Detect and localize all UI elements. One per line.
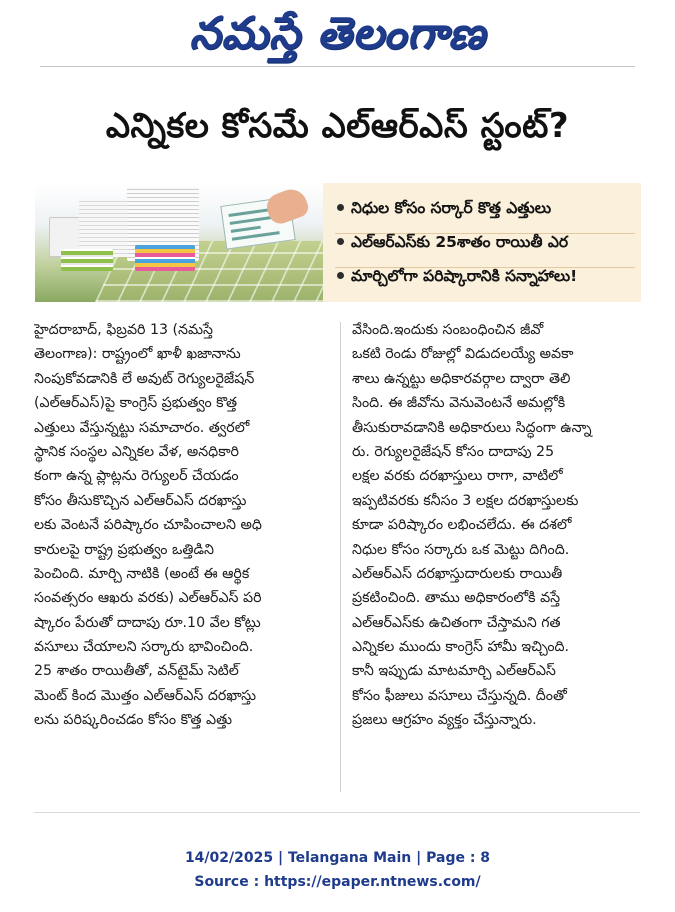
article-line: 25 శాతం రాయితీతో, వన్‌టైమ్‌ సెటిల్‌ [34,663,239,680]
colored-files [135,245,195,271]
masthead-title: నమస్తే తెలంగాణ [189,8,486,59]
article-line: సింది. ఈ జీవోను వెనువెంటనే అమల్లోకి [352,395,566,412]
highlight-banner [35,183,641,302]
article-column-left [34,318,322,794]
article-line: తీసుకురావడానికి అధికారులు సిద్ధంగా ఉన్నా [352,419,592,436]
column-divider [340,322,341,792]
article-headline: ఎన్నికల కోసమే ఎల్‌ఆర్‌ఎస్‌ స్టంట్‌? [105,106,570,146]
article-line: రు. రెగ్యులరైజేషన్‌ కోసం దాదాపు 25 [352,443,555,460]
article-line: నింపుకోవడానికి లే అవుట్‌ రెగ్యులరైజేషన్‌ [34,370,255,387]
article-line: ప్రజలు ఆగ్రహం వ్యక్తం చేస్తున్నారు. [352,712,537,729]
article-line: కోసం ఫీజులు వసూలు చేస్తున్నది. దీంతో [352,687,567,704]
colored-files [61,249,113,271]
highlight-text: నిధుల కోసం సర్కార్‌ కొత్త ఎత్తులు [351,199,552,217]
article-line: ఎన్నికల ముందు కాంగ్రెస్‌ హామీ ఇచ్చింది. [352,639,570,656]
article-line: కంగా ఉన్న ప్లాట్లను రెగ్యులర్‌ చేయడం [34,468,239,485]
article-line: ప్రకటించింది. తాము అధికారంలోకి వస్తే [352,590,561,607]
highlight-text: ఎల్‌ఆర్‌ఎస్‌కు 25శాతం రాయితీ ఎర [351,233,569,251]
lrs-documents-photo [35,183,323,302]
article-line: సంవత్సరం ఆఖరు వరకు) ఎల్‌ఆర్‌ఎస్‌ పరి [34,590,262,607]
bullet-dot-icon [337,204,344,211]
highlight-list [335,191,635,293]
edition-info: 14/02/2025 | Telangana Main | Page : 8 [184,850,491,866]
masthead-divider [40,66,635,67]
article-line: వసూలు చేయాలని సర్కారు భావించింది. [34,639,254,656]
highlight-item [335,259,635,293]
article-line: ఒకటి రెండు రోజుల్లో విడుదలయ్యే అవకా [352,346,574,363]
article-line: కానీ ఇప్పుడు మాటమార్చి ఎల్‌ఆర్‌ఎస్‌ [352,663,556,680]
article-line: మెంట్‌ కింద మొత్తం ఎల్‌ఆర్‌ఎస్‌ దరఖాస్తు [34,687,257,704]
bullet-dot-icon [337,238,344,245]
highlight-item [335,225,635,259]
article-line: తెలంగాణ): రాష్ట్రంలో ఖాళీ ఖజానాను [34,346,241,363]
article-line: హైదరాబాద్‌, ఫిబ్రవరి 13 (నమస్తే [34,322,213,338]
article-line: ష్కారం పేరుతో దాదాపు రూ.10 వేల కోట్లు [34,614,261,631]
article-line: పెంచింది. మార్చి నాటికి (అంటే ఈ ఆర్థిక [34,565,250,582]
article-line: శాలు ఉన్నట్టు అధికారవర్గాల ద్వారా తెలి [352,370,571,387]
article-line: కోసం తీసుకొచ్చిన ఎల్‌ఆర్‌ఎస్‌ దరఖాస్తు [34,492,247,509]
article-line: వేసింది.ఇందుకు సంబంధించిన జీవో [352,322,544,338]
article-line: ఎత్తులు వేస్తున్నట్టు సమాచారం. త్వరలో [34,419,250,436]
article-line: స్థానిక సంస్థల ఎన్నికల వేళ, అనధికారి [34,443,239,460]
article-line: ఎల్‌ఆర్‌ఎస్‌ దరఖాస్తుదారులకు రాయితీ [352,565,563,582]
article-line: ఎల్‌ఆర్‌ఎస్‌కు ఉచితంగా చేస్తామని గత [352,614,561,631]
highlight-item [335,191,635,225]
article-line: కారులపై రాష్ట్ర ప్రభుత్వం ఒత్తిడిని [34,541,214,558]
article-line: నిధుల కోసం సర్కారు ఒక మెట్టు దిగింది. [352,541,570,558]
article-line: ఇప్పటివరకు కనీసం 3 లక్షల దరఖాస్తులకు [352,492,579,509]
article-line: కూడా పరిష్కారం లభించలేదు. ఈ దశలో [352,517,572,534]
article-line: లకు వెంటనే పరిష్కారం చూపించాలని అధి [34,517,262,534]
article-bottom-rule [34,812,640,813]
source-link[interactable]: Source : https://epaper.ntnews.com/ [194,874,481,890]
article-line: లను పరిష్కరించడం కోసం కొత్త ఎత్తు [34,712,233,729]
article-line: (ఎల్‌ఆర్‌ఎస్‌)పై కాంగ్రెస్‌ ప్రభుత్వం కొత్త [34,395,238,412]
bullet-dot-icon [337,272,344,279]
article-column-right [352,318,640,794]
article-line: లక్షల వరకు దరఖాస్తులు రాగా, వాటిలో [352,468,563,485]
highlight-text: మార్చిలోగా పరిష్కారానికి సన్నాహాలు! [351,267,578,285]
